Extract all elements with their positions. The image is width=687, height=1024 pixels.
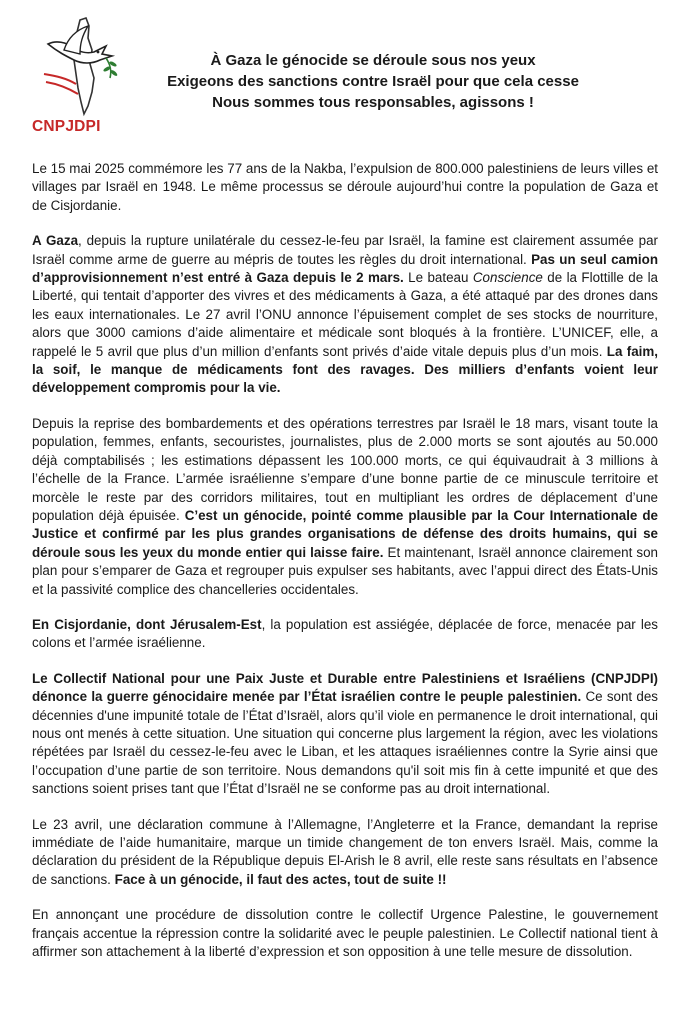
paragraph (32, 232, 658, 398)
title-line: Exigeons des sanctions contre Israël pour que cela cesse (167, 73, 579, 90)
logo (30, 14, 130, 140)
paragraph-text: Le bateau (403, 270, 473, 286)
bold-text: Le Collectif National pour une Paix Juste et Durable entre Palestiniens et Israéliens (CNPJDPI) dénonce la guerre génocidaire menée par l’État israélien contre le peuple palestinien. (32, 670, 658, 705)
paragraph-text: Depuis la reprise des bombardements et des opérations terrestres par Israël le 18 mars, visant toute la population, femmes, enfants, secouristes, journalistes, plus de 2.000 morts se sont ajoutés au 50.000 déjà comptabilisés ; les estimations dépassent les 100.000 morts, ce qui équivaudrait à 3 millions à l’échelle de la France. L’armée israélienne s’empare d’une bonne partie de ce minuscule territoire et morcèle le reste par des corridors militaires, tout en multipliant les ordres de déplacement d’une population déjà épuisée. (32, 415, 658, 523)
bold-text: En Cisjordanie, dont Jérusalem-Est (32, 616, 262, 632)
logo-text: CNPJDPI (32, 118, 101, 135)
bold-text: La faim, la soif, le manque de médicaments font des ravages. Des milliers d’enfants voient leur développement compromis pour la vie. (32, 343, 659, 396)
page-title (138, 50, 608, 113)
paragraph-text: , depuis la rupture unilatérale du cessez-le-feu par Israël, la famine est clairement assumée par Israël comme arme de guerre au mépris de toutes les règles du droit international. (32, 233, 658, 267)
bold-text: Face à un génocide, il faut des actes, tout de suite !! (114, 871, 447, 887)
italic-text: Conscience (472, 270, 543, 286)
title-line: Nous sommes tous responsables, agissons ! (212, 94, 534, 111)
paragraph (32, 816, 658, 890)
bold-text: C’est un génocide, pointé comme plausible par la Cour Internationale de Justice et confirmé par les plus grandes organisations de défense des droits humains, qui se déroule sous les yeux du monde entier qui laisse faire. (32, 507, 658, 560)
paragraph (32, 906, 658, 961)
bold-text: Pas un seul camion d’approvisionnement n’est entré à Gaza depuis le 2 mars. (32, 251, 658, 286)
paragraph (32, 160, 658, 215)
bold-text: A Gaza (32, 233, 79, 249)
paragraph (32, 670, 658, 799)
paragraph (32, 415, 658, 599)
paragraph-text: Le 23 avril, une déclaration commune à l’Allemagne, l’Angleterre et la France, demandant la reprise immédiate de l’aide humanitaire, marque un timide changement de ton envers Israël. Mais, comme la déclaration du président de la République depuis El-Arish le 8 avril, elle reste sans résultats en l’absence de sanctions. (32, 816, 658, 887)
paragraph (32, 616, 658, 653)
paragraph-text: En annonçant une procédure de dissolution contre le collectif Urgence Palestine, le gouvernement français accentue la répression contre la solidarité avec le peuple palestinien. Le Collectif national tient à affirmer son attachement à la liberté d’expression et son opposition à une telle mesure de dissolution. (32, 907, 658, 960)
paragraph-text: Et maintenant, Israël annonce clairement son plan pour s’emparer de Gaza et regrouper puis expulser ses habitants, avec l’appui direct des États-Unis et la passivité complice des chancelleries occidentales. (32, 544, 658, 597)
dove-olive-map-icon (36, 14, 124, 118)
paragraph-text: , la population est assiégée, déplacée de force, menacée par les colons et l’armée israélienne. (32, 616, 658, 651)
paragraph-text: Ce sont des décennies d'une impunité totale de l’État d’Israël, alors qu’il viole en permanence le droit international, qui nous ont menés à cette situation. Une situation qui concerne plus largement la région, avec les violations répétées par Israël du cessez-le-feu avec le Liban, et les attaques israéliennes contre la Syrie ainsi que l’occupation d’une partie de son territoire. Nous demandons qu'il soit mis fin à cette impunité et que des sanctions soient prises tant que l’État d’Israël ne se conforme pas au droit international. (32, 689, 658, 797)
article-body (32, 160, 658, 978)
paragraph-text: de la Flottille de la Liberté, qui tentait d’apporter des vivres et des médicaments à Gaza, a été attaqué par des drones dans les eaux internationales. Le 27 avril l’ONU annonce l’épuisement complet de ses stocks de nourriture, alors que 3000 camions d’aide alimentaire et médicale sont bloqués à la frontière. L’UNICEF, elle, a rappelé le 5 avril que plus d’un million d’enfants sont privés d’aide vitale depuis plus d’un mois. (32, 270, 659, 359)
title-line: À Gaza le génocide se déroule sous nos yeux (210, 52, 536, 69)
paragraph-text: Le 15 mai 2025 commémore les 77 ans de la Nakba, l’expulsion de 800.000 palestiniens de leurs villes et villages par Israël en 1948. Le même processus se déroule aujourd’hui contre la population de Gaza et de Cisjordanie. (32, 161, 658, 213)
